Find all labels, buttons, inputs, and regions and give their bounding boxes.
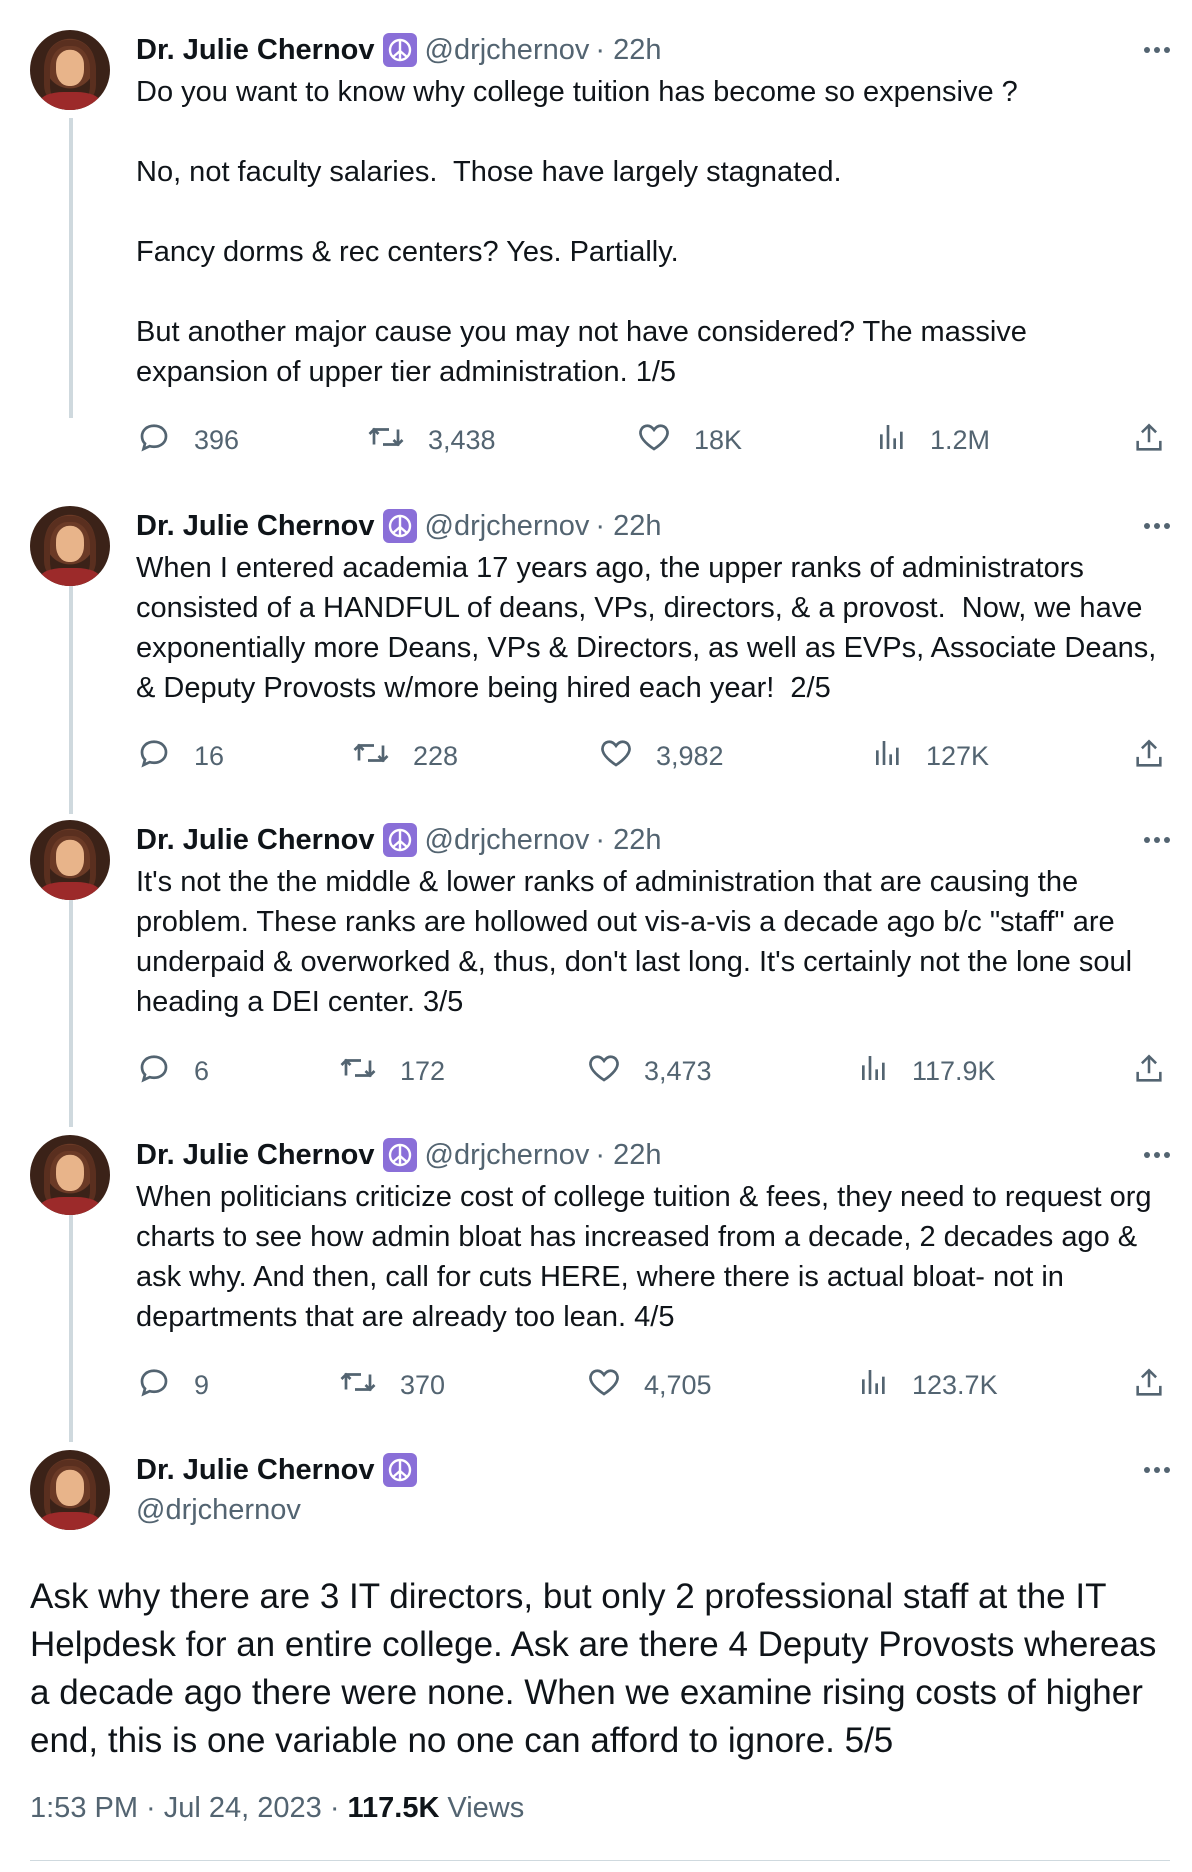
retweet-count: 172 [400, 1055, 446, 1086]
like-count: 3,982 [656, 740, 724, 771]
tweet-actions [136, 1051, 1166, 1091]
retweet-icon [366, 419, 406, 462]
divider [30, 1860, 1170, 1861]
more-options-icon[interactable] [1140, 820, 1170, 860]
views-button[interactable] [858, 1365, 998, 1405]
like-icon [586, 1364, 622, 1407]
avatar[interactable] [30, 1135, 110, 1215]
peace-sign-icon [383, 1138, 417, 1172]
retweet-count: 370 [400, 1369, 446, 1400]
tweet-time[interactable]: · 22h [595, 1138, 662, 1171]
tweet-header [136, 1135, 661, 1175]
tweet-time[interactable]: · 22h [595, 823, 662, 856]
author-name[interactable]: Dr. Julie Chernov [136, 1453, 375, 1486]
more-options-icon[interactable] [1140, 30, 1170, 70]
share-button[interactable] [1132, 1051, 1166, 1091]
avatar[interactable] [30, 506, 110, 586]
views-count: 117.9K [912, 1055, 996, 1086]
share-icon [1132, 420, 1166, 461]
tweet-text: Do you want to know why college tuition has become so expensive ? No, not faculty salaries. Those have largely stagnated. Fancy dorms & rec centers? Yes. Partially. But another major cause you may not have considered? The massive expansion of upper tier administration. 1/5 [136, 76, 1027, 388]
share-icon [1132, 1051, 1166, 1092]
thread-line [69, 1214, 73, 1442]
peace-sign-icon [383, 1453, 417, 1487]
retweet-button[interactable] [366, 420, 496, 460]
like-button[interactable] [586, 1051, 712, 1091]
thread-line [69, 584, 73, 814]
like-icon [586, 1050, 622, 1093]
author-handle[interactable]: @drjchernov [424, 509, 590, 542]
more-options-icon[interactable] [1140, 506, 1170, 546]
retweet-button[interactable] [351, 736, 458, 776]
retweet-button[interactable] [338, 1051, 445, 1091]
like-count: 4,705 [644, 1369, 712, 1400]
tweet-actions [136, 736, 1166, 776]
share-button[interactable] [1132, 420, 1166, 460]
retweet-icon [338, 1050, 378, 1093]
like-count: 18K [694, 424, 743, 455]
tweet-actions [136, 420, 1166, 460]
like-button[interactable] [636, 420, 742, 460]
retweet-icon [351, 735, 391, 778]
views-count: 127K [926, 740, 990, 771]
author-name[interactable]: Dr. Julie Chernov [136, 1138, 375, 1171]
reply-button[interactable] [136, 736, 224, 776]
views-count: 123.7K [912, 1369, 998, 1400]
peace-sign-icon [383, 823, 417, 857]
tweet-meta [30, 1792, 524, 1825]
retweet-button[interactable] [338, 1365, 445, 1405]
author-name[interactable]: Dr. Julie Chernov [136, 509, 375, 542]
views-count: 117.5K [347, 1792, 440, 1824]
reply-button[interactable] [136, 420, 239, 460]
tweet-header [136, 1450, 417, 1490]
views-icon [876, 419, 908, 462]
reply-icon [136, 419, 172, 462]
reply-button[interactable] [136, 1365, 209, 1405]
share-button[interactable] [1132, 1365, 1166, 1405]
share-icon [1132, 736, 1166, 777]
views-count: 1.2M [930, 424, 991, 455]
views-icon [872, 735, 904, 778]
reply-button[interactable] [136, 1051, 209, 1091]
reply-icon [136, 1364, 172, 1407]
author-handle[interactable]: @drjchernov [136, 1493, 301, 1526]
views-icon [858, 1364, 890, 1407]
thread-line [69, 118, 73, 418]
like-icon [636, 419, 672, 462]
tweet-text: It's not the the middle & lower ranks of administration that are causing the problem. These ranks are hollowed out vis-a-vis a decade ago b/c "staff" are underpaid & overworked &, thus, don't last long. It's certainly not the lone soul heading a DEI center. 3/5 [136, 866, 1141, 1018]
views-icon [858, 1050, 890, 1093]
tweet-header [136, 30, 661, 70]
more-options-icon[interactable] [1140, 1135, 1170, 1175]
reply-count: 396 [194, 424, 240, 455]
author-handle[interactable]: @drjchernov [424, 1138, 590, 1171]
avatar[interactable] [30, 1450, 110, 1530]
tweet-text: When I entered academia 17 years ago, the upper ranks of administrators consisted of a HANDFUL of deans, VPs, directors, & a provost. Now, we have exponentially more Deans, VPs & Directors, as well as EVPs, Associate Deans, & Deputy Provosts w/more being hired each year! 2/5 [136, 552, 1165, 704]
author-name[interactable]: Dr. Julie Chernov [136, 823, 375, 856]
avatar[interactable] [30, 30, 110, 110]
tweet-header [136, 820, 661, 860]
peace-sign-icon [383, 509, 417, 543]
timestamp[interactable]: 1:53 PM · Jul 24, 2023 · [30, 1792, 340, 1824]
retweet-icon [338, 1364, 378, 1407]
tweet-actions [136, 1365, 1166, 1405]
author-handle[interactable]: @drjchernov [424, 33, 590, 66]
more-options-icon[interactable] [1140, 1450, 1170, 1490]
like-icon [598, 735, 634, 778]
share-button[interactable] [1132, 736, 1166, 776]
avatar[interactable] [30, 820, 110, 900]
views-label: Views [447, 1792, 525, 1824]
views-button[interactable] [872, 736, 989, 776]
reply-icon [136, 1050, 172, 1093]
tweet-time[interactable]: · 22h [595, 509, 662, 542]
thread-line [69, 899, 73, 1127]
tweet-header [136, 506, 661, 546]
reply-icon [136, 735, 172, 778]
tweet-text: When politicians criticize cost of college tuition & fees, they need to request org charts to see how admin bloat has increased from a decade, 2 decades ago & ask why. And then, call for cuts HERE, where there is actual bloat- not in departments that are already too lean. 4/5 [136, 1181, 1160, 1333]
like-button[interactable] [586, 1365, 712, 1405]
views-button[interactable] [858, 1051, 996, 1091]
peace-sign-icon [383, 33, 417, 67]
author-handle[interactable]: @drjchernov [424, 823, 590, 856]
views-button[interactable] [876, 420, 990, 460]
retweet-count: 3,438 [428, 424, 496, 455]
tweet-handle-row [136, 1490, 301, 1530]
retweet-count: 228 [413, 740, 459, 771]
share-icon [1132, 1365, 1166, 1406]
like-count: 3,473 [644, 1055, 712, 1086]
reply-count: 9 [194, 1369, 210, 1400]
author-name[interactable]: Dr. Julie Chernov [136, 33, 375, 66]
reply-count: 16 [194, 740, 225, 771]
tweet-text: Ask why there are 3 IT directors, but only 2 professional staff at the IT Helpdesk for an entire college. Ask are there 4 Deputy Provosts whereas a decade ago there were none. When we examine rising costs of higher end, this is one variable no one can afford to ignore. 5/5 [30, 1577, 1167, 1760]
like-button[interactable] [598, 736, 724, 776]
reply-count: 6 [194, 1055, 210, 1086]
tweet-time[interactable]: · 22h [595, 33, 662, 66]
